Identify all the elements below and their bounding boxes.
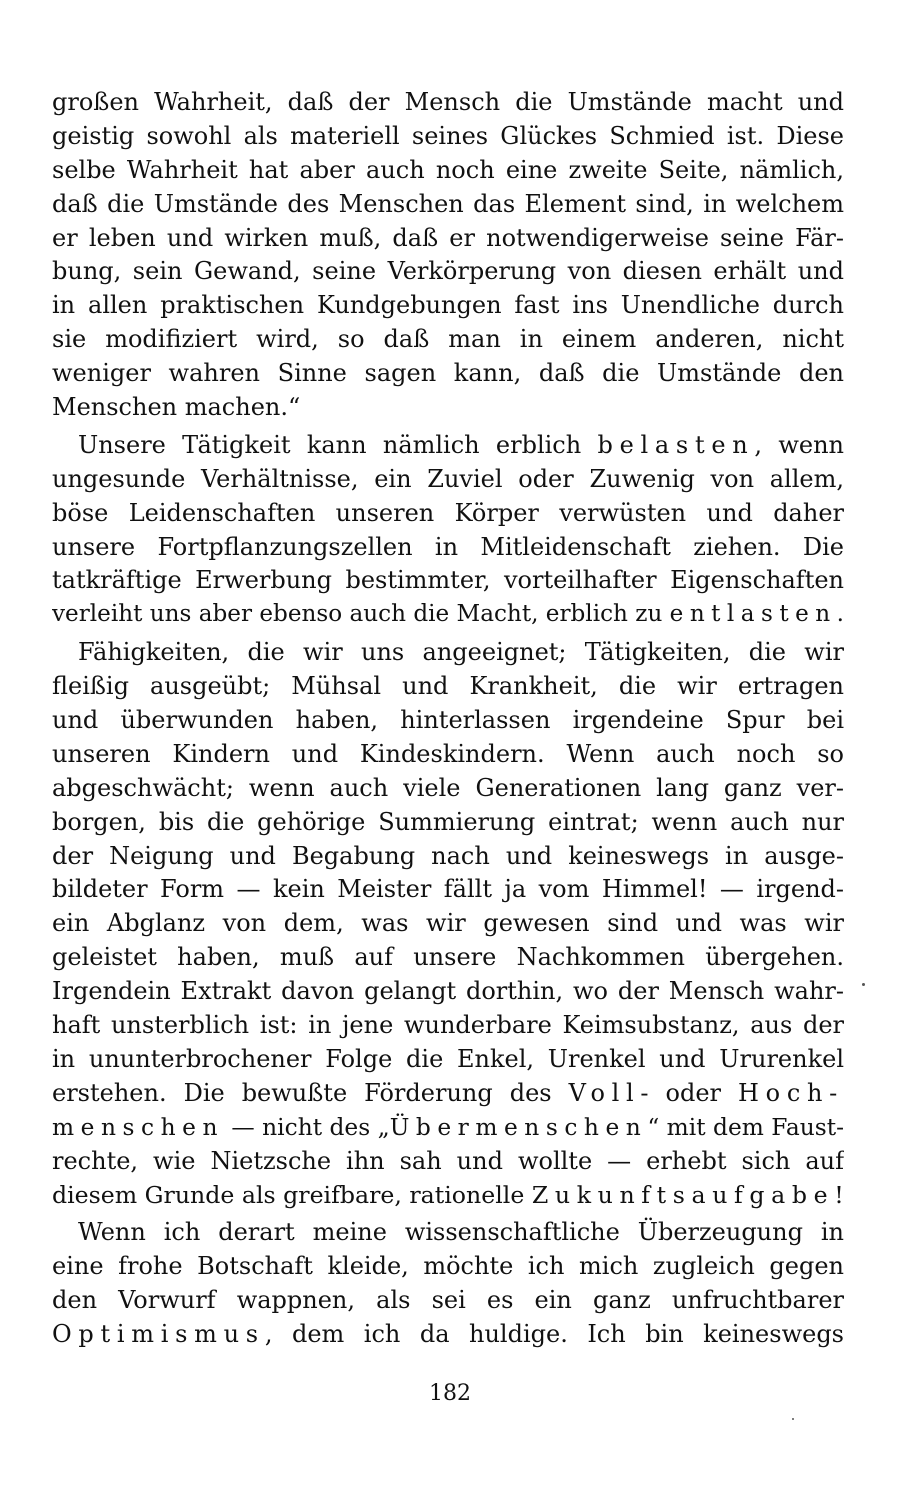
text-run: — nicht des „ bbox=[224, 1113, 390, 1141]
text-run: haft unsterblich ist: in jene wunderbare Keimsubstanz, aus der bbox=[52, 1011, 844, 1040]
text-line bbox=[52, 636, 844, 670]
text-line bbox=[52, 738, 844, 772]
text-run: . bbox=[836, 601, 844, 628]
text-line bbox=[52, 255, 844, 289]
text-run: bung, sein Gewand, seine Verkörperung von diesen erhält und bbox=[52, 257, 844, 286]
text-run: böse Leidenschaften unseren Körper verwüsten und daher bbox=[52, 498, 844, 527]
text-line bbox=[52, 704, 844, 738]
text-line bbox=[52, 323, 844, 357]
text-line bbox=[52, 907, 844, 941]
text-run: unsere Fortpflanzungszellen in Mitleidenschaft ziehen. Die bbox=[52, 532, 844, 561]
spaced-emphasis: belasten bbox=[597, 430, 755, 459]
text-line bbox=[52, 188, 844, 222]
text-run: in allen praktischen Kundgebungen fast ins Unendliche durch bbox=[52, 291, 844, 320]
spaced-emphasis: Zukunftsaufgabe bbox=[531, 1180, 835, 1209]
book-page-text bbox=[52, 86, 844, 1352]
paragraph bbox=[52, 86, 844, 425]
paragraph bbox=[52, 429, 844, 632]
text-line bbox=[52, 1111, 844, 1145]
text-line bbox=[52, 670, 844, 704]
text-line bbox=[52, 840, 844, 874]
text-run: borgen, bis die gehörige Summierung eintrat; wenn auch nur bbox=[52, 807, 844, 836]
text-line bbox=[52, 429, 844, 463]
text-line bbox=[52, 975, 844, 1009]
text-line bbox=[52, 120, 844, 154]
scan-speck bbox=[862, 983, 865, 986]
text-line bbox=[52, 222, 844, 256]
text-run: eine frohe Botschaft kleide, möchte ich mich zugleich gegen bbox=[52, 1252, 844, 1281]
text-line bbox=[52, 391, 844, 425]
text-run: Wenn ich derart meine wissenschaftliche Überzeugung in bbox=[78, 1218, 844, 1247]
text-run: ! bbox=[834, 1180, 844, 1209]
paragraph bbox=[52, 636, 844, 1212]
text-line bbox=[52, 463, 844, 497]
text-line bbox=[52, 357, 844, 391]
text-line bbox=[52, 873, 844, 907]
text-run: weniger wahren Sinne sagen kann, daß die Umstände den bbox=[52, 359, 844, 388]
text-run: selbe Wahrheit hat aber auch noch eine zweite Seite, nämlich, bbox=[52, 155, 844, 184]
page-number: 182 bbox=[429, 1381, 471, 1406]
text-line bbox=[52, 564, 844, 598]
text-run: geistig sowohl als materiell seines Glückes Schmied ist. Diese bbox=[52, 121, 844, 150]
spaced-emphasis: entlasten bbox=[669, 601, 837, 628]
text-run: daß die Umstände des Menschen das Element sind, in welchem bbox=[52, 189, 844, 218]
text-line bbox=[52, 772, 844, 806]
text-line bbox=[52, 1216, 844, 1250]
text-line bbox=[52, 598, 844, 632]
text-run: fleißig ausgeübt; Mühsal und Krankheit, die wir ertragen bbox=[52, 672, 844, 701]
text-line bbox=[52, 806, 844, 840]
text-run: in ununterbrochener Folge die Enkel, Urenkel und Ururenkel bbox=[52, 1044, 844, 1073]
text-line bbox=[52, 1250, 844, 1284]
text-run: “ mit dem Faust- bbox=[647, 1113, 844, 1141]
text-line bbox=[52, 497, 844, 531]
text-run: Unsere Tätigkeit kann nämlich erblich bbox=[78, 430, 598, 459]
text-line bbox=[52, 86, 844, 120]
text-line bbox=[52, 1179, 844, 1213]
text-run: Menschen machen.“ bbox=[52, 393, 301, 422]
text-line bbox=[52, 1043, 844, 1077]
text-run: sie modifiziert wird, so daß man in einem anderen, nicht bbox=[52, 325, 844, 354]
text-run: er leben und wirken muß, daß er notwendigerweise seine Fär- bbox=[52, 223, 844, 252]
text-line bbox=[52, 1284, 844, 1318]
scan-speck bbox=[792, 1418, 794, 1420]
text-run: den Vorwurf wappnen, als sei es ein ganz unfruchtbarer bbox=[52, 1286, 844, 1315]
text-run: erstehen. Die bewußte Förderung des bbox=[52, 1078, 569, 1107]
text-run: der Neigung und Begabung nach und keineswegs in ausge- bbox=[52, 841, 844, 870]
text-line bbox=[52, 1145, 844, 1179]
spaced-emphasis: menschen bbox=[52, 1113, 224, 1141]
text-run: großen Wahrheit, daß der Mensch die Umstände macht und bbox=[52, 88, 844, 116]
text-line bbox=[52, 531, 844, 565]
text-run: bildeter Form — kein Meister fällt ja vom Himmel! — irgend- bbox=[52, 875, 844, 904]
text-line bbox=[52, 154, 844, 188]
text-run: geleistet haben, muß auf unsere Nachkommen übergehen. bbox=[52, 943, 844, 972]
text-line bbox=[52, 941, 844, 975]
spaced-emphasis: Optimismus bbox=[52, 1320, 265, 1349]
text-run: unseren Kindern und Kindeskindern. Wenn auch noch so bbox=[52, 739, 844, 768]
text-run: abgeschwächt; wenn auch viele Generationen lang ganz ver- bbox=[52, 773, 844, 802]
text-run: rechte, wie Nietzsche ihn sah und wollte — erhebt sich auf bbox=[52, 1146, 844, 1175]
text-run: - oder bbox=[640, 1078, 738, 1107]
text-run: , dem ich da huldige. Ich bin keineswegs bbox=[264, 1320, 844, 1349]
text-run: diesem Grunde als greifbare, rationelle bbox=[52, 1180, 532, 1209]
text-run: verleiht uns aber ebenso auch die Macht, erblich zu bbox=[52, 601, 670, 628]
text-line bbox=[52, 289, 844, 323]
text-run: , wenn bbox=[754, 430, 844, 459]
text-run: ein Abglanz von dem, was wir gewesen sind und was wir bbox=[52, 909, 844, 938]
text-run: Fähigkeiten, die wir uns angeeignet; Tätigkeiten, die wir bbox=[78, 638, 844, 667]
text-run: ungesunde Verhältnisse, ein Zuviel oder Zuwenig von allem, bbox=[52, 464, 844, 493]
paragraph bbox=[52, 1216, 844, 1352]
text-line bbox=[52, 1077, 844, 1111]
spaced-emphasis: Übermenschen bbox=[389, 1113, 648, 1141]
text-run: tatkräftige Erwerbung bestimmter, vorteilhafter Eigenschaften bbox=[52, 566, 844, 595]
text-line bbox=[52, 1009, 844, 1043]
spaced-emphasis: Hoch- bbox=[738, 1078, 844, 1107]
text-run: Irgendein Extrakt davon gelangt dorthin, wo der Mensch wahr- bbox=[52, 977, 844, 1006]
spaced-emphasis: Voll bbox=[568, 1078, 641, 1107]
text-line bbox=[52, 1318, 844, 1352]
text-run: und überwunden haben, hinterlassen irgendeine Spur bei bbox=[52, 706, 844, 735]
